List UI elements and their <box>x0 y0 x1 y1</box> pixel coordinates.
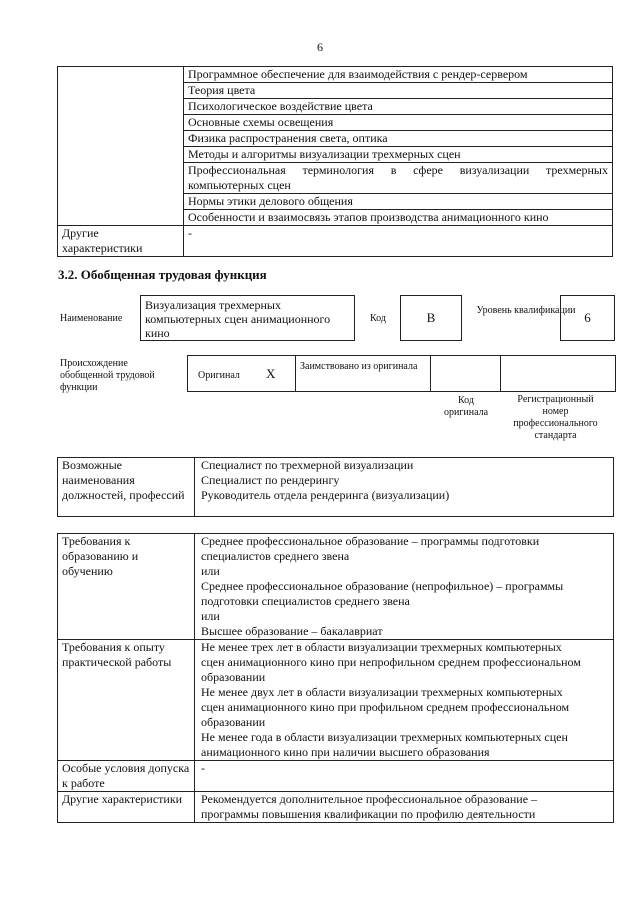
position-item: Специалист по рендерингу <box>201 473 340 487</box>
requirements-table <box>57 533 614 823</box>
experience-line: Не менее трех лет в области визуализации трехмерных компьютерных <box>201 640 562 654</box>
experience-line: образовании <box>201 715 266 729</box>
experience-line: сцен анимационного кино при непрофильном среднем профессиональном <box>201 655 581 669</box>
education-line: Среднее профессиональное образование (непрофильное) – программы <box>201 579 564 593</box>
position-item: Специалист по трехмерной визуализации <box>201 458 414 472</box>
code-value-box: B <box>400 295 462 341</box>
education-line: Среднее профессиональное образование – программы подготовки <box>201 534 540 548</box>
knowledge-row: Методы и алгоритмы визуализации трехмерных сцен <box>184 147 613 163</box>
special-conditions-label: Особые условия допуска к работе <box>58 761 195 792</box>
origin-divider <box>500 356 501 391</box>
education-label: Требования к образованию и обучению <box>58 534 195 640</box>
page-number: 6 <box>317 40 323 54</box>
knowledge-row: Программное обеспечение для взаимодействия с рендер-сервером <box>184 67 613 83</box>
origin-table <box>187 355 616 392</box>
experience-line: Не менее года в области визуализации трехмерных компьютерных сцен <box>201 730 568 744</box>
original-mark: X <box>266 366 276 381</box>
level-label: Уровень квалификации <box>476 305 576 316</box>
education-line: специалистов среднего звена <box>201 549 350 563</box>
origin-label: Происхождение обобщенной трудовой функции <box>60 358 155 393</box>
function-name-box: Визуализация трехмерных компьютерных сцен анимационного кино <box>140 295 355 341</box>
knowledge-row: Теория цвета <box>184 83 613 99</box>
code-label: Код <box>370 313 386 324</box>
other-line: Рекомендуется дополнительное профессиональное образование – <box>201 792 538 806</box>
experience-line: образовании <box>201 670 266 684</box>
other-characteristics-value: - <box>184 226 613 257</box>
knowledge-row: Особенности и взаимосвязь этапов производства анимационного кино <box>184 210 613 226</box>
position-item: Руководитель отдела рендеринга (визуализации) <box>201 488 450 502</box>
origin-divider <box>295 356 296 391</box>
experience-label: Требования к опыту практической работы <box>58 640 195 761</box>
knowledge-row: Психологическое воздействие цвета <box>184 99 613 115</box>
knowledge-row: Нормы этики делового общения <box>184 194 613 210</box>
education-line: подготовки специалистов среднего звена <box>201 594 410 608</box>
knowledge-table <box>57 66 613 257</box>
other-line: программы повышения квалификации по профилю деятельности <box>201 807 536 821</box>
positions-label: Возможные наименования должностей, профессий <box>58 458 195 517</box>
borrowed-label: Заимствовано из оригинала <box>300 361 418 372</box>
knowledge-row: Основные схемы освещения <box>184 115 613 131</box>
origin-divider <box>430 356 431 391</box>
original-label: Оригинал <box>198 370 240 381</box>
level-value-box: 6 <box>560 295 615 341</box>
special-conditions-value: - <box>195 761 614 792</box>
reg-caption: Регистрационный номер профессионального стандарта <box>513 394 598 441</box>
knowledge-row: Физика распространения света, оптика <box>184 131 613 147</box>
education-line: или <box>201 564 220 578</box>
name-label: Наименование <box>60 313 123 324</box>
knowledge-row: Профессиональная терминология в сфере визуализации трехмерных компьютерных сцен <box>184 163 613 194</box>
section-heading: 3.2. Обобщенная трудовая функция <box>58 267 267 282</box>
knowledge-label-cell <box>58 67 184 226</box>
education-line: или <box>201 609 220 623</box>
experience-line: анимационного кино при наличии высшего образования <box>201 745 490 759</box>
other-label: Другие характеристики <box>58 792 195 823</box>
experience-line: сцен анимационного кино при профильном среднем профессиональном <box>201 700 570 714</box>
other-characteristics-label: Другие характеристики <box>58 226 184 257</box>
positions-table <box>57 457 614 517</box>
experience-line: Не менее двух лет в области визуализации трехмерных компьютерных <box>201 685 563 699</box>
code-caption: Код оригинала <box>443 395 489 418</box>
education-line: Высшее образование – бакалавриат <box>201 624 383 638</box>
